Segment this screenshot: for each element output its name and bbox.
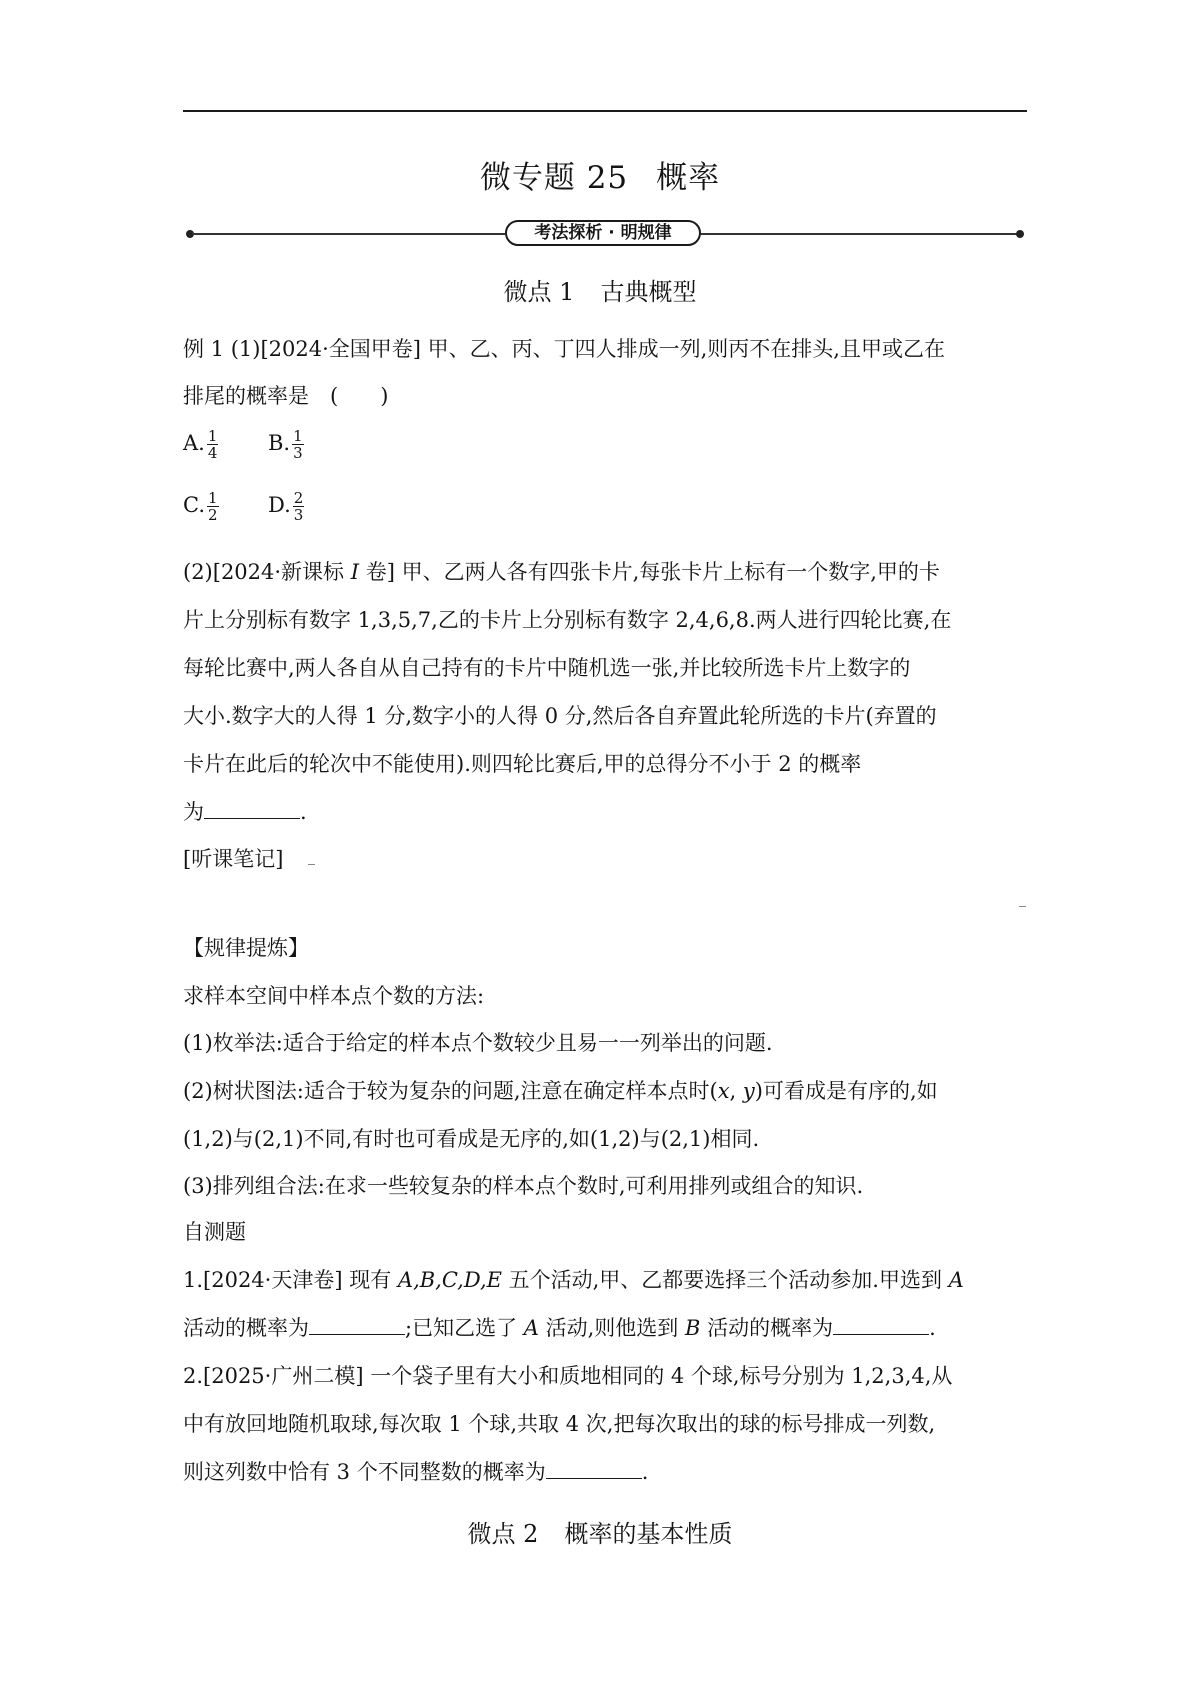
section1-name: 古典概型 xyxy=(600,278,697,306)
answer-blank-4[interactable] xyxy=(546,1458,642,1479)
notes-tick-right xyxy=(1019,906,1026,907)
q1-line1: 1.[2024·天津卷] 现有 A,B,C,D,E 五个活动,甲、乙都要选择三个活动参加.甲选到 A xyxy=(183,1268,964,1292)
q2-line2: 中有放回地随机取球,每次取 1 个球,共取 4 次,把每次取出的球的标号排成一列数, xyxy=(183,1412,936,1436)
example1-part2-line1: (2)[2024·新课标 I 卷] 甲、乙两人各有四张卡片,每张卡片上标有一个数字,甲的卡 xyxy=(183,560,940,584)
rules-item2-line2: (1,2)与(2,1)不同,有时也可看成是无序的,如(1,2)与(2,1)相同. xyxy=(183,1127,760,1151)
q2-line3: 则这列数中恰有 3 个不同整数的概率为 . xyxy=(183,1460,649,1484)
q1-line2: 活动的概率为 ;已知乙选了 A 活动,则他选到 B 活动的概率为 . xyxy=(183,1316,936,1340)
banner-right-dot xyxy=(1016,230,1024,238)
example1-part2-line3: 每轮比赛中,两人各自从自己持有的卡片中随机选一张,并比较所选卡片上数字的 xyxy=(183,656,911,680)
answer-blank-3[interactable] xyxy=(833,1314,929,1335)
option-c-fraction: $\frac{1}{2}$ xyxy=(208,489,218,524)
section1-label: 微点 1 xyxy=(503,278,575,306)
option-b-fraction: $\frac{1}{3}$ xyxy=(293,427,303,462)
rules-heading: 【规律提炼】 xyxy=(183,936,309,960)
top-rule xyxy=(183,110,1027,112)
section1-heading xyxy=(0,272,1200,307)
option-a: A. $\frac{1}{4}$ xyxy=(183,427,218,462)
example1-part2-line6: 为 . xyxy=(183,800,307,824)
rules-intro: 求样本空间中样本点个数的方法: xyxy=(183,984,485,1008)
example1-part2-line4: 大小.数字大的人得 1 分,数字小的人得 0 分,然后各自弃置此轮所选的卡片(弃置的 xyxy=(183,704,937,728)
option-d: D. $\frac{2}{3}$ xyxy=(268,489,304,524)
title-main: 微专题 25 xyxy=(479,160,629,196)
example1-part2-line2: 片上分别标有数字 1,3,5,7,乙的卡片上分别标有数字 2,4,6,8.两人进行四轮比赛,在 xyxy=(183,608,952,632)
lecture-notes-label: [听课笔记] xyxy=(183,847,284,871)
section2-label: 微点 2 xyxy=(467,1520,539,1548)
banner-right-line xyxy=(701,233,1018,235)
rules-item3: (3)排列组合法:在求一些较复杂的样本点个数时,可利用排列或组合的知识. xyxy=(183,1174,864,1198)
notes-tick-left xyxy=(308,864,315,865)
section2-name: 概率的基本性质 xyxy=(564,1520,733,1548)
section2-heading xyxy=(0,1514,1200,1549)
title-sub: 概率 xyxy=(656,160,721,196)
rules-item2: (2)树状图法:适合于较为复杂的问题,注意在确定样本点时(x, y)可看成是有序的,如 xyxy=(183,1079,938,1103)
option-d-fraction: $\frac{2}{3}$ xyxy=(293,489,304,524)
option-c: C. $\frac{1}{2}$ xyxy=(183,489,218,524)
selftest-heading: 自测题 xyxy=(183,1220,246,1244)
banner-pill: 考法探析 · 明规律 xyxy=(505,220,701,246)
example1-part2-line5: 卡片在此后的轮次中不能使用).则四轮比赛后,甲的总得分不小于 2 的概率 xyxy=(183,752,862,776)
answer-blank-1[interactable] xyxy=(204,798,300,819)
option-a-fraction: $\frac{1}{4}$ xyxy=(207,427,218,462)
example1-line2: 排尾的概率是 ( ) xyxy=(183,384,389,408)
q2-line1: 2.[2025·广州二模] 一个袋子里有大小和质地相同的 4 个球,标号分别为 1,2,3,4,从 xyxy=(183,1364,953,1388)
section-banner xyxy=(190,220,1020,250)
page-title xyxy=(0,152,1200,197)
example1-line1: 例 1 (1)[2024·全国甲卷] 甲、乙、丙、丁四人排成一列,则丙不在排头,且甲或乙在 xyxy=(183,337,945,361)
rules-item1: (1)枚举法:适合于给定的样本点个数较少且易一一列举出的问题. xyxy=(183,1031,773,1055)
option-b: B. $\frac{1}{3}$ xyxy=(268,427,303,462)
banner-left-line xyxy=(192,233,505,235)
answer-blank-2[interactable] xyxy=(309,1314,405,1335)
